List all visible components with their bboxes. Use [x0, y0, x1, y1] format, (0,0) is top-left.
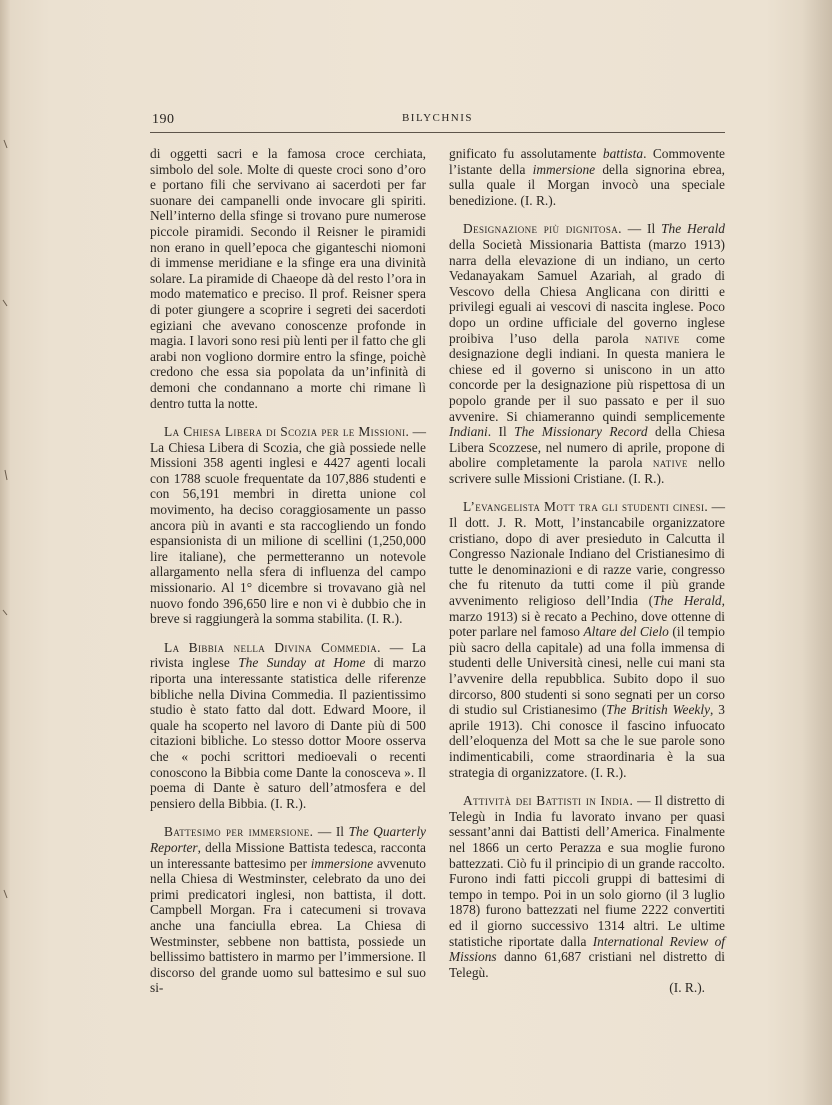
- article-baptists-india: [449, 793, 725, 980]
- article-body: avvenuto nella Chiesa di Westminster, celebrato da uno dei primi predicatori inglesi, non battista, il dott. Campbell Morgan. Fra i catecumeni si trovava anche una fanciulla ebrea. La Chiesa di Westminster, sebbene non battista, possiede un bellissimo battistero in marmo per l’immersione. Il discorso del grande uomo sul battesimo e sul suo si-: [150, 855, 427, 996]
- italic-term: immersione: [310, 855, 374, 871]
- small-caps-term: native: [644, 330, 680, 346]
- article-heading: Attività dei Battisti in India.: [463, 793, 634, 809]
- italic-term: Indiani: [449, 424, 488, 440]
- article-body: . Il: [487, 424, 515, 440]
- article-mott-chinese-students: [449, 499, 725, 780]
- article-body: di marzo riporta una interessante statistica delle riferenze bibliche nella Divina Commedia. Il pazientissimo studio è stato fatto dal dott. Edward Moore, il quale ha scoperto nel lavoro di Dante più di 500 citazioni bibliche. Lo stesso dottor Moore osserva che « pochi scrittori medioevali o recenti conoscono la Bibbia come Dante la conosceva ». Il poema di Dante è saturo dell’atmosfera e del pensiero della Bibbia. (I. R.).: [150, 655, 426, 811]
- article-body: — Il: [621, 221, 662, 237]
- article-bible-divine-comedy: [150, 640, 426, 812]
- italic-term: battista: [602, 146, 644, 161]
- article-body: della Chiesa Libera Scozzese, nel numero di aprile, propone di abolire completamente la parola: [449, 424, 725, 471]
- italic-term: immersione: [532, 161, 596, 177]
- article-body: danno 61,687 cristiani nel distretto di Telegù.: [449, 949, 725, 980]
- author-signature: (I. R.).: [669, 980, 705, 996]
- article-body: come designazione degli indiani. In questa maniera le chiese ed il governo si uniscono in un atto concorde per la designazione più rispettosa di un popolo grande per il suo passato e per il suo avvenire. Si chiameranno quindi semplicemente: [449, 330, 725, 424]
- article-body: della signorina ebrea, sulla quale il Morgan invocò una speciale benedizione. (I. R.).: [449, 161, 725, 208]
- article-body: — Il dott. J. R. Mott, l’instancabile organizzatore cristiano, dopo di aver presieduto in Calcutta il Congresso Nazionale Indiano del Cristianesimo di tutte le denominazioni e di razze varie, congresso che fu ritenuto da tutti come il più grande avvenimento religioso dell’India (: [449, 499, 725, 609]
- left-column: [150, 146, 426, 996]
- article-dignified-designation: [449, 221, 725, 486]
- article-body: della Società Missionaria Battista (marzo 1913) narra della elevazione di un indiano, un certo Vedanayakam Samuel Azariah, al grado di Vescovo della Chiesa Anglicana con diritti e privilegi eguali ai vescovi di nascita inglese. Poco dopo un ordine ufficiale del governo inglese proibiva l’uso della parola: [449, 236, 725, 346]
- article-body: gnificato fu assolutamente: [449, 146, 603, 161]
- article-continuation: [449, 146, 725, 208]
- article-body: nello scrivere sulle Missioni Cristiane. (I. R.).: [449, 455, 726, 486]
- journal-title: BILYCHNIS: [401, 112, 474, 124]
- article-body: , marzo 1913) si è recato a Pechino, dove ottenne di poter parlare nel famoso: [449, 593, 725, 640]
- article-heading: Battesimo per immersione.: [164, 824, 314, 840]
- italic-title: International Review of Missions: [449, 933, 725, 965]
- italic-title: The Quarterly Reporter: [150, 824, 426, 855]
- article-heading: La Bibbia nella Divina Commedia.: [164, 639, 381, 655]
- italic-title: The Sunday at Home: [238, 655, 366, 671]
- article-heading: La Chiesa Libera di Scozia per le Missioni.: [164, 424, 410, 440]
- italic-term: Altare del Cielo: [583, 624, 669, 640]
- page-edge-shadow: [802, 0, 832, 1105]
- binding-marks: [0, 0, 20, 1105]
- header-rule: [150, 132, 725, 133]
- article-baptism-immersion: [150, 824, 426, 996]
- article-continuation: di oggetti sacri e la famosa croce cerchiata, simbolo del sole. Molte di queste croci sono d’oro e portano fili che servivano ai sacerdoti per far suonare dei campanelli onde invocare gli spiriti. Nell’interno della sfinge si trovano pure numerose piccole piramidi. Secondo il Reisner le piramidi non erano in quell’epoca che giganteschi niomoni di immense meridiane e la sfinge era una divinità solare. La piramide di Chaeope dà del resto l’ora in modo matematico e preciso. Il prof. Reisner spera di poter giungere a scoprire i segreti dei sacerdoti egiziani che avevano conoscenze profonde in magia. I lavori sono resi più lenti per il fatto che gli arabi non vogliono dormire entro la sfinge, poichè credono che essa sia popolata da un’infinità di demoni che condannano a morte chi rimane lì dentro tutta la notte.: [150, 146, 426, 411]
- article-body: (il tempio più sacro della capitale) ad una folla immensa di studenti delle Università cinesi, nelle cui mani sta l’avvenire della repubblica. Subito dopo il suo dircorso, 800 studenti si sono segnati per un corso di studio sul Cristianesimo (: [449, 624, 725, 718]
- italic-title: The Herald: [653, 593, 722, 609]
- right-column: [449, 146, 725, 996]
- article-body: — La rivista inglese: [150, 639, 426, 671]
- italic-title: The British Weekly: [606, 702, 711, 718]
- article-heading: L’evangelista Mott tra gli studenti cinesi.: [463, 499, 709, 515]
- small-caps-term: native: [652, 455, 688, 471]
- article-body: — Il distretto di Telegù in India fu lavorato invano per quasi sessant’anni dai Battisti dell’America. Finalmente nel 1866 un certo Perazza e sua moglie furono battezzati. Ciò fu il principio di un grande raccolto. Furono indi fatti piccoli gruppi di battesimi di tempo in tempo. Poi in un solo giorno (il 3 luglio 1878) furono battezzati nel fiume 2222 convertiti ed il giorno successivo 1314 altri. Le ultime statistiche riportate dalla: [449, 793, 725, 949]
- italic-title: The Herald: [661, 221, 725, 237]
- article-body: , della Missione Battista tedesca, racconta un interessante battesimo per: [150, 839, 426, 871]
- article-body: — La Chiesa Libera di Scozia, che già possiede nelle Missioni 358 agenti inglesi e 4427 agenti locali con 1788 scuole frequentate da 107,886 studenti e con 56,191 membri in diretta unione col movimento, ha deciso coraggiosamente un passo ancora più in avanti e sta raccogliendo un fondo espansionista di un milione di scellini (1,250,000 lire italiane), che permetteranno un notevole allargamento nella sfera di influenza del campo missionario. Al 1° dicembre si trovavano già nel nuovo fondo 396,650 lire e non vi è dubbio che in breve si raggiungerà la somma stabilita. (I. R.).: [150, 424, 426, 627]
- italic-title: The Missionary Record: [514, 424, 648, 440]
- article-heading: Designazione più dignitosa.: [463, 221, 622, 237]
- page-number: 190: [152, 112, 175, 127]
- article-free-church-scotland: [150, 424, 426, 627]
- article-body: , 3 aprile 1913). Chi conosce il fascino infuocato dell’eloquenza del Mott sa che le sue parole sono indimenticabili, come straordinaria è la sua strategia di organizzatore. (I. R.).: [449, 702, 725, 780]
- article-body: . Commovente l’istante della: [449, 146, 725, 177]
- running-header: [150, 108, 725, 132]
- article-body: — Il: [313, 824, 349, 840]
